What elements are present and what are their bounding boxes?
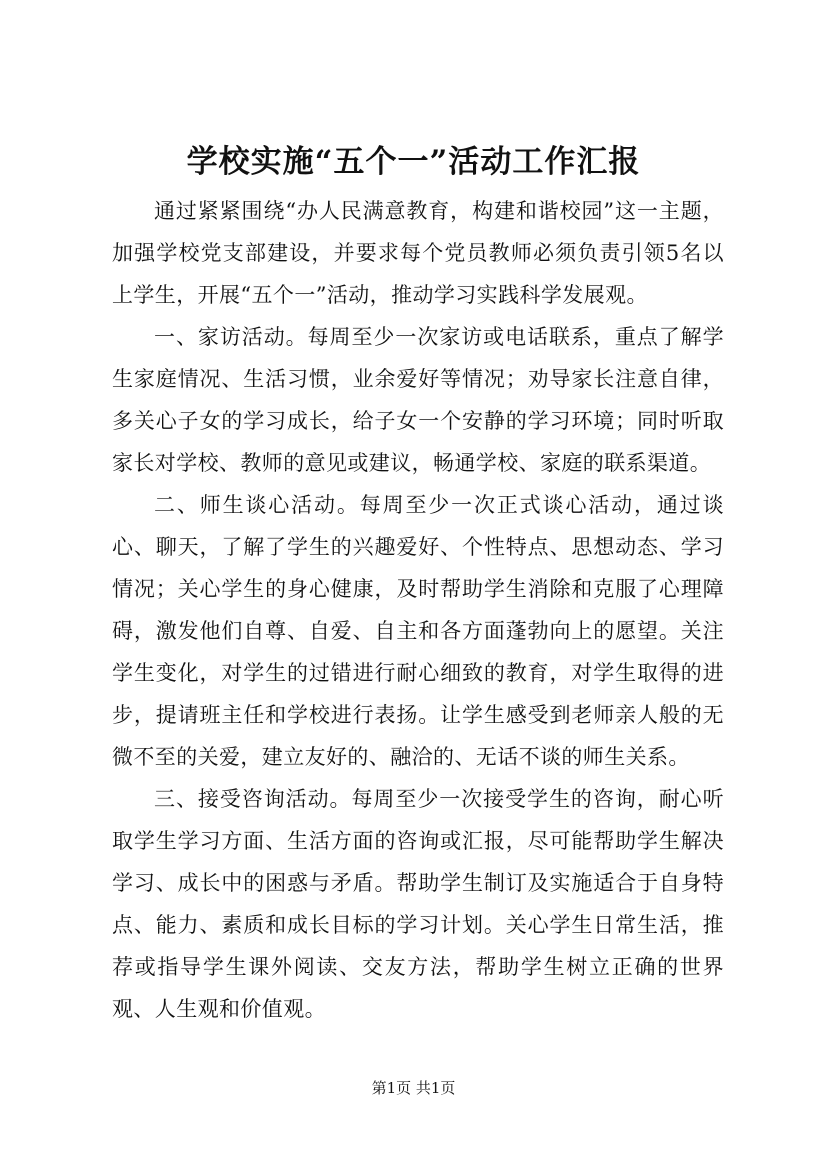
page-footer: 第1页 共1页 [371,1079,456,1097]
document-body [112,190,724,1030]
document-title: 学校实施“五个一”活动工作汇报 [186,144,641,180]
paragraph-heart-talk: 二、师生谈心活动。每周至少一次正式谈心活动，通过谈心、聊天，了解了学生的兴趣爱好、个性特点、思想动态、学习情况；关心学生的身心健康，及时帮助学生消除和克服了心理障碍，激发他们自尊、自爱、自主和各方面蓬勃向上的愿望。关注学生变化，对学生的过错进行耐心细致的教育，对学生取得的进步，提请班主任和学校进行表扬。让学生感受到老师亲人般的无微不至的关爱，建立友好的、融洽的、无话不谈的师生关系。 [112,493,724,769]
paragraph-intro: 通过紧紧围绕“办人民满意教育，构建和谐校园”这一主题，加强学校党支部建设，并要求每个党员教师必须负责引领5名以上学生，开展“五个一”活动，推动学习实践科学发展观。 [112,199,724,307]
paragraph-home-visit: 一、家访活动。每周至少一次家访或电话联系，重点了解学生家庭情况、生活习惯，业余爱好等情况；劝导家长注意自律，多关心子女的学习成长，给子女一个安静的学习环境；同时听取家长对学校、教师的意见或建议，畅通学校、家庭的联系渠道。 [112,325,724,475]
paragraph-consultation: 三、接受咨询活动。每周至少一次接受学生的咨询，耐心听取学生学习方面、生活方面的咨询或汇报，尽可能帮助学生解决学习、成长中的困惑与矛盾。帮助学生制订及实施适合于自身特点、能力、素质和成长目标的学习计划。关心学生日常生活，推荐或指导学生课外阅读、交友方法，帮助学生树立正确的世界观、人生观和价值观。 [112,787,724,1021]
